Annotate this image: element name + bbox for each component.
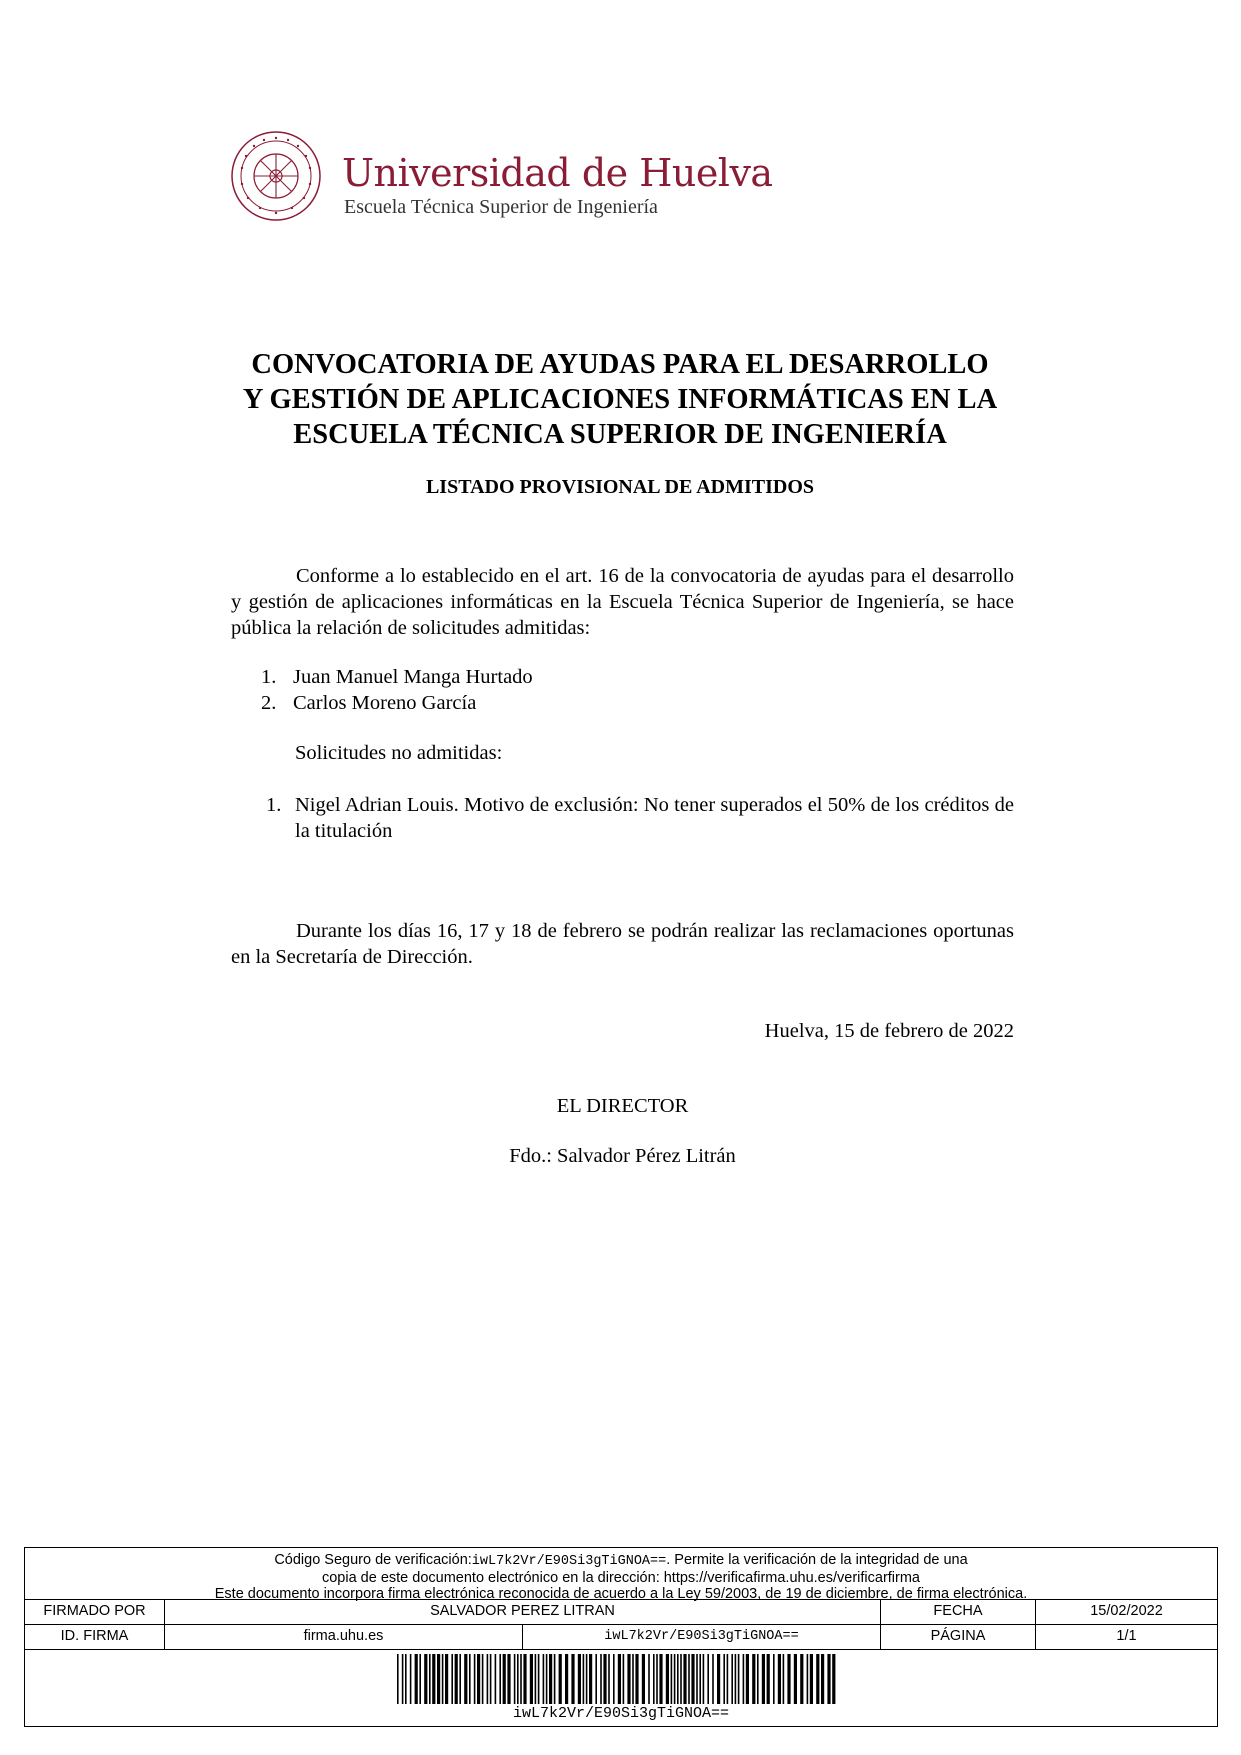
intro-paragraph: Conforme a lo establecido en el art. 16 de la convocatoria de ayudas para el desarrollo y gestión de aplicaciones informáticas en la Escuela Técnica Superior de Ingeniería, se hace pública la relación de solicitudes admitidas: — [231, 565, 1014, 639]
title-line-3: ESCUELA TÉCNICA SUPERIOR DE INGENIERÍA — [293, 419, 947, 450]
date-value: 15/02/2022 — [1090, 1603, 1163, 1619]
csv-code: iwL7k2Vr/E90Si3gTiGNOA== — [471, 1554, 667, 1569]
university-name: Universidad de Huelva — [342, 151, 773, 195]
title-line-1: CONVOCATORIA DE AYUDAS PARA EL DESARROLLO — [251, 349, 989, 380]
list-item: 1. Nigel Adrian Louis. Motivo de exclusión: No tener superados el 50% de los créditos de la titulación — [266, 794, 1014, 842]
verification-text: Código Seguro de verificación:iwL7k2Vr/E90Si3gTiGNOA==. Permite la verificación de la integridad de una copia de este documento electrónico en la dirección: https://verificafirma.uhu.es/verificarfirma Este documento incorpora firma electrónica reconocida de acuerdo a la Ley 59/2003, de 19 de diciembre, de firma electrónica. — [25, 1548, 1217, 1600]
admitted-list — [261, 664, 533, 716]
claims-paragraph: Durante los días 16, 17 y 18 de febrero se podrán realizar las reclamaciones oportunas en la Secretaría de Dirección. — [231, 920, 1014, 968]
not-admitted-heading: Solicitudes no admitidas: — [295, 742, 503, 764]
signer-name: Fdo.: Salvador Pérez Litrán — [509, 1145, 736, 1167]
signed-by-row — [25, 1600, 1217, 1625]
barcode-area — [25, 1650, 1217, 1728]
barcode-icon — [397, 1654, 837, 1704]
not-admitted-list — [266, 792, 1014, 844]
place-date: Huelva, 15 de febrero de 2022 — [764, 1020, 1014, 1042]
title-line-2: Y GESTIÓN DE APLICACIONES INFORMÁTICAS EN LA — [242, 384, 998, 415]
barcode-text: iwL7k2Vr/E90Si3gTiGNOA== — [512, 1705, 730, 1722]
signature-footer — [24, 1547, 1218, 1727]
signature-id-row — [25, 1625, 1217, 1650]
page-value: 1/1 — [1116, 1628, 1137, 1644]
signed-by-label: FIRMADO POR — [25, 1600, 165, 1624]
signed-by-value: SALVADOR PEREZ LITRAN — [165, 1600, 881, 1624]
document-title — [225, 347, 1015, 452]
university-logo — [230, 130, 773, 225]
id-label: ID. FIRMA — [25, 1625, 165, 1649]
document-subtitle: LISTADO PROVISIONAL DE ADMITIDOS — [425, 476, 815, 498]
id-host: firma.uhu.es — [165, 1625, 523, 1649]
page-label: PÁGINA — [881, 1625, 1036, 1649]
date-label: FECHA — [881, 1600, 1036, 1624]
signer-role: EL DIRECTOR — [556, 1095, 689, 1117]
list-item: 1. Juan Manuel Manga Hurtado — [261, 666, 533, 688]
university-seal-icon — [230, 130, 322, 222]
id-code: iwL7k2Vr/E90Si3gTiGNOA== — [523, 1625, 881, 1649]
list-item: 2. Carlos Moreno García — [261, 692, 477, 714]
school-name: Escuela Técnica Superior de Ingeniería — [344, 196, 658, 218]
